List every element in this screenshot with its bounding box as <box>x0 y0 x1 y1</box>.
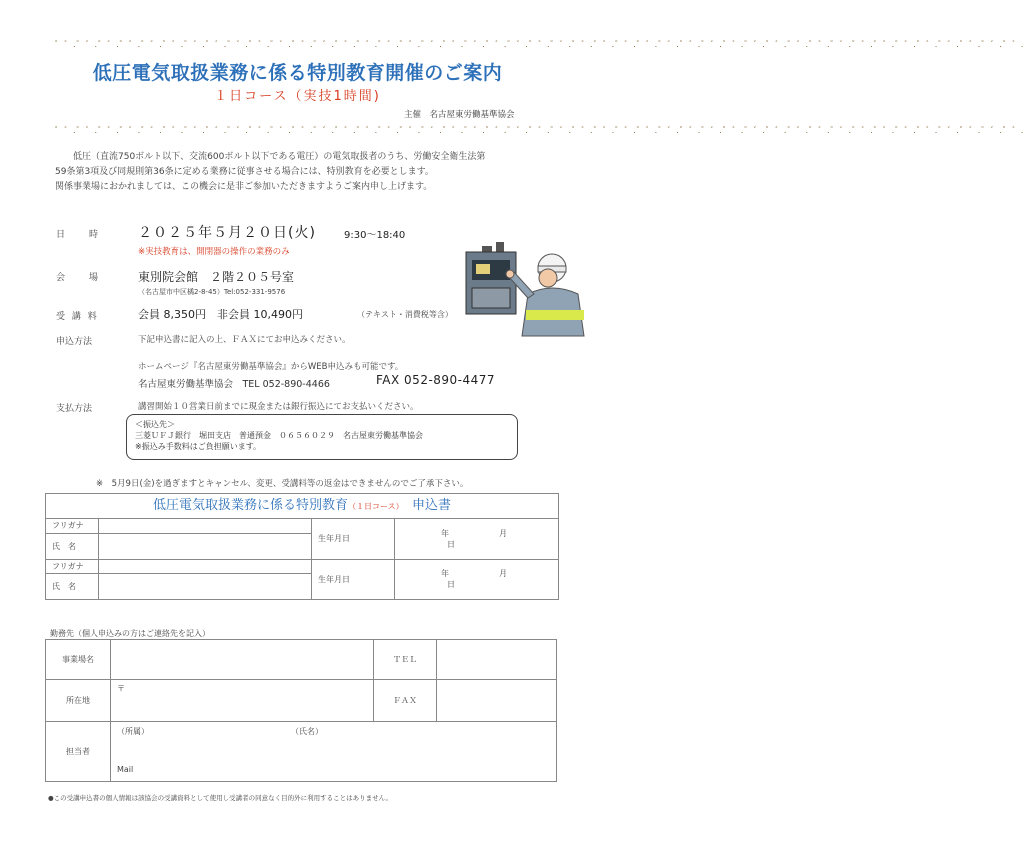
venue-label: 会 場 <box>56 273 101 283</box>
date-value: ２０２５年５月２０日(火) <box>138 225 316 241</box>
furigana-field-2[interactable] <box>99 559 312 573</box>
birth-field-1[interactable]: 年 月日 <box>395 519 559 559</box>
furigana-label: フリガナ <box>46 559 99 573</box>
name-field-1[interactable] <box>99 533 312 559</box>
workplace-table <box>45 639 557 782</box>
contact-label: 担当者 <box>46 722 111 782</box>
venue-address: （名古屋市中区橘2-8-45）Tel:052-331-9576 <box>138 288 286 296</box>
contact-field[interactable] <box>111 722 557 782</box>
company-field[interactable] <box>111 640 374 680</box>
workplace-note: 勤務先（個人申込みの方はご連絡先を記入） <box>50 629 210 638</box>
pay-text: 講習開始１０営業日前までに現金または銀行振込にてお支払いください。 <box>138 402 419 412</box>
company-label: 事業場名 <box>46 640 111 680</box>
venue-name: 東別院会館 ２階２０５号室 <box>138 270 295 284</box>
fax-field[interactable] <box>437 680 557 722</box>
name-field-2[interactable] <box>99 573 312 599</box>
apply-label: 申込方法 <box>56 337 93 347</box>
organizer: 主催 名古屋東労働基準協会 <box>404 110 515 120</box>
intro-line: 関係事業場におかれましては、この機会に是非ご参加いただきますようご案内申し上げます。 <box>55 182 433 192</box>
name-label-1: 氏 名 <box>46 533 99 559</box>
person-label: （氏名） <box>291 727 323 736</box>
date-note: ※実技教育は、開閉器の操作の業務のみ <box>138 247 290 257</box>
furigana-field-1[interactable] <box>99 519 312 533</box>
intro-paragraph <box>55 150 545 195</box>
apply-text: 下記申込書に記入の上、ＦＡＸにてお申込みください。 <box>138 335 351 345</box>
form-title-suffix: 申込書 <box>411 498 451 513</box>
fax-label: ＦＡＸ <box>374 680 437 722</box>
date-time: 9:30～18:40 <box>344 230 406 241</box>
birth-label-2: 生年月日 <box>312 559 395 599</box>
bank-info-box <box>126 414 518 460</box>
bank-heading: ＜振込先＞ <box>135 420 175 429</box>
apply-homepage: ホームページ『名古屋東労働基準協会』からWEB申込みも可能です。 <box>138 362 404 372</box>
fee-label: 受 講 料 <box>56 312 99 322</box>
tel-label: ＴＥＬ <box>374 640 437 680</box>
address-field[interactable]: 〒 <box>111 680 374 722</box>
apply-contact-tel: 名古屋東労働基準協会 TEL 052-890-4466 <box>138 379 330 390</box>
tel-field[interactable] <box>437 640 557 680</box>
date-label: 日 時 <box>56 230 101 240</box>
address-label: 所在地 <box>46 680 111 722</box>
cancellation-note: ※ 5月9日(金)を過ぎますとキャンセル、変更、受講料等の返金はできませんのでご了承下さい。 <box>96 479 469 489</box>
birth-field-2[interactable]: 年 月日 <box>395 559 559 599</box>
page-title: 低圧電気取扱業務に係る特別教育開催のご案内 <box>92 62 503 84</box>
bottom-decorative-border: ゜゛.゜゛.゜゛.゜゛.゜゛.゜゛.゜゛.゜゛.゜゛.゜゛.゜゛.゜゛.゜゛.゜゛.゜゛.゜゛.゜゛.゜゛.゜゛.゜゛.゜゛.゜゛.゜゛.゜゛.゜゛.゜゛.゜゛.゜゛.゜゛.゜゛.゜゛.゜゛.゜゛.゜゛.゜゛.゜゛.゜゛.゜゛.゜゛.゜゛.゜゛.゜゛.゜゛.゜゛.゜゛. <box>55 126 1024 135</box>
furigana-label: フリガナ <box>46 519 99 533</box>
electrician-illustration <box>462 238 588 336</box>
bank-account: 三菱ＵＦＪ銀行 堀田支店 普通預金 ０６５６０２９ 名古屋東労働基準協会 <box>135 431 423 440</box>
name-label-2: 氏 名 <box>46 573 99 599</box>
form-title <box>46 494 558 519</box>
privacy-footer: ●この受講申込書の個人情報は該協会の受講資料として使用し受講者の同意なく目的外に利用することはありません。 <box>48 794 393 802</box>
dept-label: （所属） <box>117 727 149 736</box>
fee-note: （テキスト・消費税等含） <box>357 310 453 319</box>
form-title-main: 低圧電気取扱業務に係る特別教育 <box>153 498 349 513</box>
apply-contact-fax: FAX 052-890-4477 <box>376 373 496 387</box>
mail-label: Mail <box>117 765 134 774</box>
birth-label-1: 生年月日 <box>312 519 395 559</box>
form-title-course: （１日コース） <box>348 502 404 511</box>
fee-value: 会員 8,350円 非会員 10,490円 <box>138 308 303 321</box>
intro-line: 低圧（直流750ボルト以下、交流600ボルト以下である電圧）の電気取扱者のうち、労働安全衛生法第 <box>73 152 486 162</box>
top-decorative-border: ゜゛.゜゛.゜゛.゜゛.゜゛.゜゛.゜゛.゜゛.゜゛.゜゛.゜゛.゜゛.゜゛.゜゛.゜゛.゜゛.゜゛.゜゛.゜゛.゜゛.゜゛.゜゛.゜゛.゜゛.゜゛.゜゛.゜゛.゜゛.゜゛.゜゛.゜゛.゜゛.゜゛.゜゛.゜゛.゜゛.゜゛.゜゛.゜゛.゜゛.゜゛.゜゛.゜゛.゜゛.゜゛. <box>55 40 1024 49</box>
application-form <box>45 493 559 600</box>
pay-label: 支払方法 <box>56 404 93 414</box>
applicant-table <box>46 519 558 599</box>
intro-line: 59条第3項及び同規則第36条に定める業務に従事させる場合には、特別教育を必要とします。 <box>55 167 434 177</box>
bank-note: ※振込み手数料はご負担願います。 <box>135 442 262 451</box>
course-subtitle: １日コース（実技1時間) <box>214 89 381 104</box>
